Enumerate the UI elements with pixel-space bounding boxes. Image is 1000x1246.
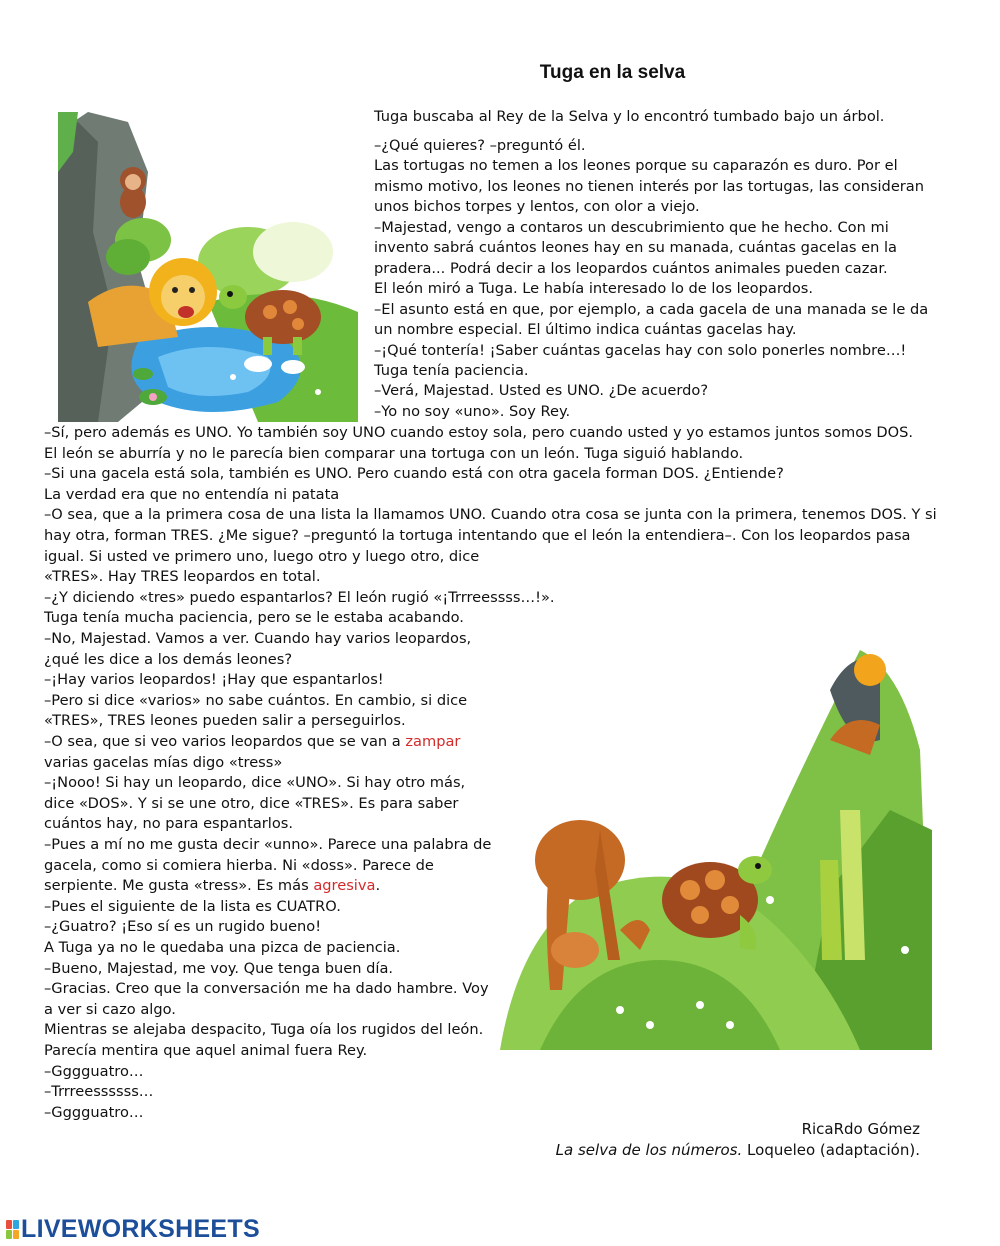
story-line: –Pues a mí no me gusta decir «unno». Parece una palabra de — [44, 836, 492, 853]
story-line: pradera... Podrá decir a los leopardos cuántos animales pueden cazar. — [374, 259, 888, 277]
story-line: –Gggguatro… — [44, 1103, 144, 1121]
story-line: –Gracias. Creo que la conversación me ha dado hambre. Voy — [44, 980, 489, 998]
story-line: –¡Nooo! Si hay un leopardo, dice «UNO». Si hay otro más, — [44, 774, 466, 792]
story-line: La verdad era que no entendía ni patata — [44, 485, 340, 503]
story-line: –El asunto está en que, por ejemplo, a cada gacela de una manada se le da — [374, 300, 929, 318]
story-line-agresiva — [44, 876, 380, 896]
story-line: El león se aburría y no le parecía bien comparar una tortuga con un león. Tuga siguió hablando. — [44, 444, 744, 462]
highlighted-word-agresiva[interactable]: agresiva — [313, 877, 376, 895]
gazelle-turtle-illustration — [500, 630, 932, 1050]
lion-pond-illustration — [58, 112, 358, 422]
story-line: gacela, como si comiera hierba. Ni «doss». Parece de — [44, 856, 434, 874]
story-line: –¿Y diciendo «tres» puedo espantarlos? El león rugió «¡Trrreessss…!». — [44, 588, 555, 606]
story-line: –¿Guatro? ¡Eso sí es un rugido bueno! — [44, 918, 322, 936]
story-line: «TRES», TRES leones pueden salir a perseguirlos. — [44, 712, 406, 730]
story-line: igual. Si usted ve primero uno, luego otro y luego otro, dice — [44, 547, 480, 565]
story-line-text: –O sea, que si veo varios leopardos que se van a — [44, 733, 406, 750]
story-line: El león miró a Tuga. Le había interesado lo de los leopardos. — [374, 280, 813, 298]
story-line: Tuga tenía paciencia. — [374, 361, 529, 379]
story-line: –No, Majestad. Vamos a ver. Cuando hay varios leopardos, — [44, 630, 472, 647]
story-line: –Pero si dice «varios» no sabe cuántos. En cambio, si dice — [44, 691, 468, 709]
story-line: –¡Hay varios leopardos! ¡Hay que espantarlos! — [44, 671, 384, 689]
story-line: mismo motivo, los leones no tienen interés por las tortugas, las consideran — [374, 177, 924, 195]
credit-book-title: La selva de los números. — [555, 1141, 743, 1159]
story-line: –O sea, que a la primera cosa de una lista la llamamos UNO. Cuando otra cosa se junta con la primera, tenemos DOS. Y si — [44, 506, 937, 524]
highlighted-word-zampar[interactable]: zampar — [405, 733, 461, 750]
story-line: –Pues el siguiente de la lista es CUATRO. — [44, 897, 341, 915]
story-line: un nombre especial. El último indica cuántas gacelas hay. — [374, 321, 797, 339]
story-line-text: serpiente. Me gusta «tress». Es más — [44, 877, 314, 895]
story-line: –¿Qué quieres? –preguntó él. — [374, 137, 586, 154]
story-line: –Si una gacela está sola, también es UNO. Pero cuando está con otra gacela forman DOS. ¿Entiende? — [44, 465, 784, 483]
story-line-zampar — [44, 732, 460, 752]
page-title: Tuga en la selva — [539, 62, 686, 83]
story-line: dice «DOS». Y si se une otro, dice «TRES». Es para saber — [44, 794, 459, 812]
story-line: varias gacelas mías digo «tress» — [44, 753, 283, 771]
story-line: invento sabrá cuántos leones hay en su manada, cuántas gacelas en la — [374, 239, 897, 257]
story-line: cuántos hay, no para espantarlos. — [44, 815, 293, 833]
story-line: –Gggguatro… — [44, 1062, 144, 1080]
story-line: A Tuga ya no le quedaba una pizca de paciencia. — [44, 939, 401, 956]
liveworksheets-logo-icon — [6, 1220, 19, 1239]
story-line: Parecía mentira que aquel animal fuera Rey. — [44, 1042, 368, 1059]
story-line: –Verá, Majestad. Usted es UNO. ¿De acuerdo? — [374, 382, 709, 400]
story-line: unos bichos torpes y lentos, con olor a viejo. — [374, 198, 700, 216]
story-line: –Sí, pero además es UNO. Yo también soy UNO cuando estoy sola, pero cuando usted y yo estamos juntos somos DOS. — [44, 424, 914, 441]
story-line: ¿qué les dice a los demás leones? — [44, 650, 293, 668]
story-line: Tuga buscaba al Rey de la Selva y lo encontró tumbado bajo un árbol. — [374, 108, 885, 125]
story-line: –Yo no soy «uno». Soy Rey. — [374, 402, 571, 420]
story-line-text: . — [375, 877, 381, 895]
story-line: «TRES». Hay TRES leopardos en total. — [44, 568, 321, 586]
story-line: Tuga tenía mucha paciencia, pero se le estaba acabando. — [44, 609, 464, 627]
story-line: a ver si cazo algo. — [44, 1000, 176, 1018]
credit-publisher: Loqueleo (adaptación). — [747, 1141, 920, 1159]
story-line: –Trrreessssss… — [44, 1083, 154, 1101]
story-line: Mientras se alejaba despacito, Tuga oía los rugidos del león. — [44, 1021, 484, 1039]
story-line: –Bueno, Majestad, me voy. Que tenga buen día. — [44, 959, 394, 977]
story-line: hay otra, forman TRES. ¿Me sigue? –preguntó la tortuga intentando que el león la entendiera–. Con los leopardos pasa — [44, 527, 911, 544]
story-line: –¡Qué tontería! ¡Saber cuántas gacelas hay con solo ponerles nombre…! — [374, 341, 907, 359]
liveworksheets-footer[interactable] — [6, 1215, 260, 1243]
story-line: –Majestad, vengo a contaros un descubrimiento que he hecho. Con mi — [374, 218, 889, 236]
story-line: Las tortugas no temen a los leones porque su caparazón es duro. Por el — [374, 157, 898, 175]
footer-brand: LIVEWORKSHEETS — [21, 1214, 260, 1243]
credit-book — [556, 1141, 920, 1159]
credit-author: RicaRdo Gómez — [801, 1120, 920, 1138]
